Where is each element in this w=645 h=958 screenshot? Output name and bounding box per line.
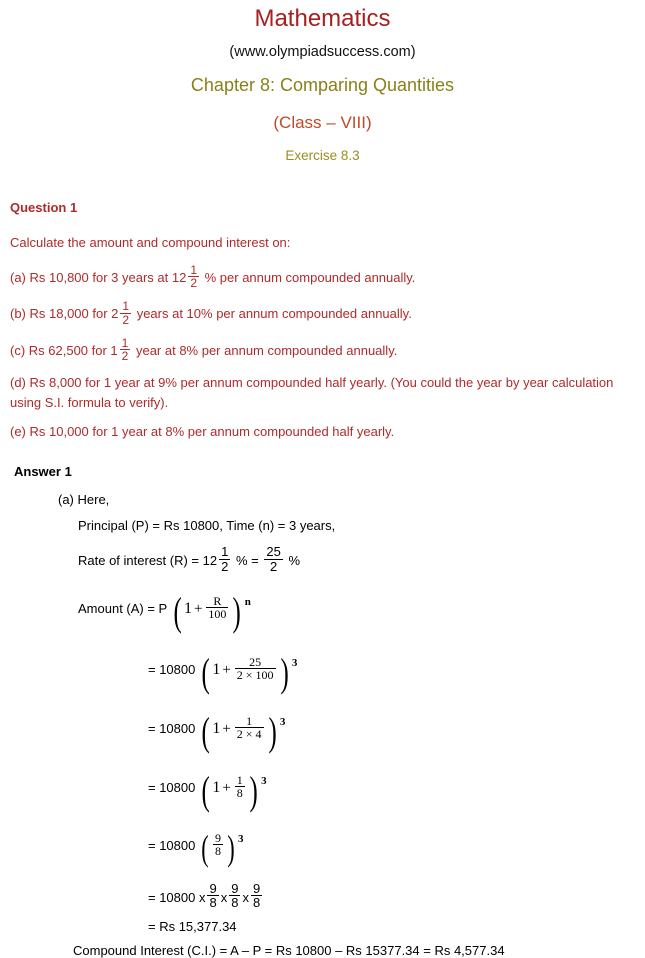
step-one: 1 xyxy=(212,660,221,678)
step-plus: + xyxy=(222,779,231,796)
question-item-b-label: (b) Rs 18,000 for 2 xyxy=(10,306,119,322)
fraction-numerator: 25 xyxy=(249,654,262,669)
product-fraction-2 xyxy=(229,882,240,910)
question-item-c xyxy=(10,337,635,362)
amount-formula-prefix: Amount (A) = P xyxy=(78,600,167,616)
left-paren: ( xyxy=(201,827,209,868)
website-line: (www.olympiadsuccess.com) xyxy=(229,44,416,60)
right-paren: ) xyxy=(249,767,258,813)
step-fraction xyxy=(235,715,264,740)
rate-suffix: % xyxy=(288,553,300,569)
fraction-numerator: 1 xyxy=(190,263,197,277)
question-item-b xyxy=(10,300,635,325)
fraction-denominator: 2 × 100 xyxy=(236,667,274,682)
answer-heading: Answer 1 xyxy=(14,464,72,480)
right-paren: ) xyxy=(280,649,289,695)
rate-mid: % = xyxy=(235,553,259,569)
fraction-denominator: 8 xyxy=(231,895,239,911)
amount-one: 1 xyxy=(183,599,192,617)
left-paren: ( xyxy=(201,708,210,754)
step-equals: = 10800 xyxy=(148,837,196,853)
step-fraction xyxy=(235,656,276,681)
step-exponent: 3 xyxy=(261,775,267,787)
principal-line: Principal (P) = Rs 10800, Time (n) = 3 years, xyxy=(78,518,336,534)
document-header xyxy=(0,4,645,166)
amount-plus: + xyxy=(193,600,203,617)
step-exponent: 3 xyxy=(291,657,298,669)
amount-result-line: = Rs 15,377.34 xyxy=(148,919,237,935)
fraction-denominator: 8 xyxy=(252,895,261,911)
fraction-numerator: 1 xyxy=(121,335,129,350)
question-item-c-tail: year at 8% per annum compounded annually. xyxy=(135,343,398,359)
power-fraction xyxy=(213,832,223,857)
step-one: 1 xyxy=(212,778,221,796)
product-times-1: x xyxy=(220,889,228,905)
fraction-denominator: 2 xyxy=(190,276,197,291)
question-item-c-label: (c) Rs 62,500 for 1 xyxy=(10,343,118,359)
step-fraction xyxy=(235,774,245,799)
fraction-denominator: 8 xyxy=(236,785,243,800)
fraction-numerator: R xyxy=(213,593,222,608)
right-paren: ) xyxy=(232,588,242,634)
calc-step-power xyxy=(148,827,645,869)
rate-improper-fraction xyxy=(264,545,282,573)
step-one: 1 xyxy=(212,719,221,737)
product-fraction-1 xyxy=(207,882,218,910)
rate-prefix: Rate of interest (R) = 12 xyxy=(78,553,218,569)
right-paren: ) xyxy=(268,708,277,754)
right-paren: ) xyxy=(227,827,235,868)
fraction-denominator: 2 xyxy=(121,349,129,364)
fraction-denominator: 2 xyxy=(221,558,229,574)
amount-rate-fraction xyxy=(206,595,228,620)
fraction-denominator: 8 xyxy=(214,843,221,858)
product-equals: = 10800 x xyxy=(148,889,206,905)
answer-part-label: (a) Here, xyxy=(58,492,110,508)
rate-of-interest-line xyxy=(78,545,645,573)
fraction-denominator: 2 xyxy=(264,559,282,573)
fraction-denominator: 2 xyxy=(122,312,130,327)
rate-mixed-fraction xyxy=(219,545,230,573)
fraction-numerator: 9 xyxy=(214,830,221,845)
page-title: Mathematics xyxy=(254,5,391,32)
question-item-e: (e) Rs 10,000 for 1 year at 8% per annum compounded half yearly. xyxy=(10,424,395,440)
question-block xyxy=(0,198,645,442)
product-times-2: x xyxy=(242,889,249,905)
fraction-numerator: 1 xyxy=(122,299,130,314)
question-heading: Question 1 xyxy=(10,200,78,215)
left-paren: ( xyxy=(173,588,182,634)
calc-step-2 xyxy=(148,708,645,755)
step-equals: = 10800 xyxy=(148,720,196,736)
amount-formula-line xyxy=(78,588,645,635)
left-paren: ( xyxy=(201,649,210,695)
step-exponent: 3 xyxy=(279,716,286,728)
mixed-fraction-b xyxy=(120,300,131,325)
compound-interest-line: Compound Interest (C.I.) = A – P = Rs 10800 – Rs 15377.34 = Rs 4,577.34 xyxy=(73,943,505,958)
fraction-numerator: 1 xyxy=(236,772,243,787)
calc-step-3 xyxy=(148,767,645,814)
step-plus: + xyxy=(222,661,231,678)
step-equals: = 10800 xyxy=(148,779,196,795)
product-fraction-3 xyxy=(251,882,262,910)
fraction-numerator: 1 xyxy=(246,713,253,728)
chapter-heading: Chapter 8: Comparing Quantities xyxy=(190,75,455,95)
amount-exponent: n xyxy=(244,596,251,608)
question-item-d: (d) Rs 8,000 for 1 year at 9% per annum compounded half yearly. (You could the year by year calculation using S.I. formula to verify). xyxy=(10,375,614,411)
fraction-denominator: 2 × 4 xyxy=(236,726,262,741)
answer-block xyxy=(0,492,645,958)
question-intro: Calculate the amount and compound interest on: xyxy=(10,235,291,250)
exercise-heading: Exercise 8.3 xyxy=(285,148,360,163)
calc-step-product xyxy=(148,882,645,910)
fraction-numerator: 9 xyxy=(209,880,217,896)
power-exponent: 3 xyxy=(237,832,244,845)
question-item-a xyxy=(10,264,635,289)
fraction-numerator: 9 xyxy=(231,880,239,896)
fraction-denominator: 100 xyxy=(208,606,227,621)
fraction-numerator: 25 xyxy=(266,544,281,560)
step-equals: = 10800 xyxy=(148,661,196,677)
mixed-fraction-c xyxy=(120,337,131,362)
mixed-fraction-a xyxy=(188,264,199,289)
question-item-a-tail: % per annum compounded annually. xyxy=(204,270,416,286)
fraction-numerator: 1 xyxy=(221,544,229,560)
step-plus: + xyxy=(222,720,231,737)
fraction-numerator: 9 xyxy=(252,880,261,896)
left-paren: ( xyxy=(201,767,210,813)
fraction-denominator: 8 xyxy=(209,895,217,911)
question-item-b-tail: years at 10% per annum compounded annually. xyxy=(136,306,412,322)
question-item-a-label: (a) Rs 10,800 for 3 years at 12 xyxy=(10,270,187,286)
class-heading: (Class – VIII) xyxy=(273,113,372,132)
calc-step-1 xyxy=(148,649,645,696)
